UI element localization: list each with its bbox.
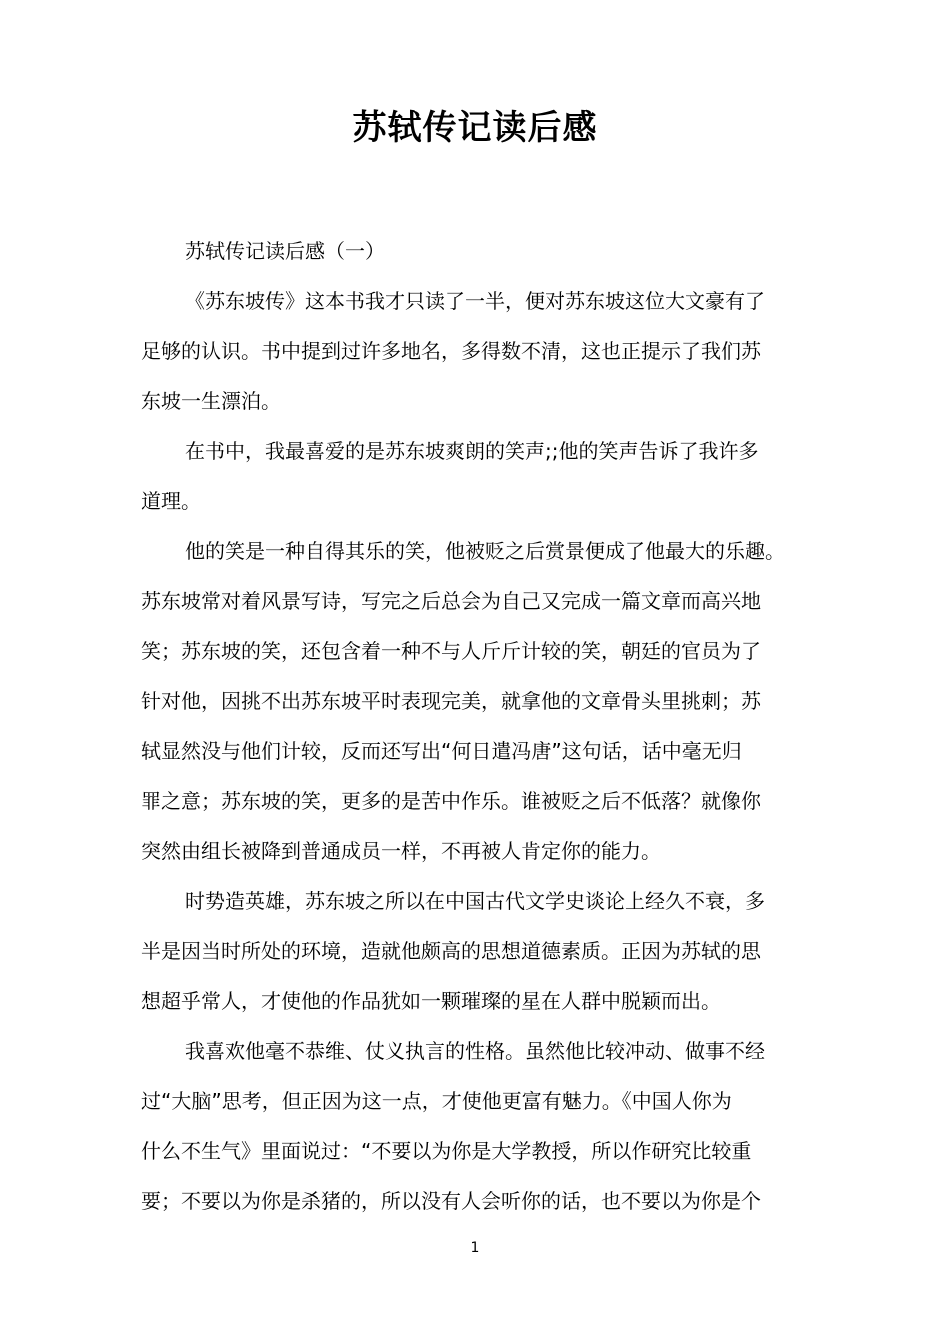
paragraph-line: 笑；苏东坡的笑，还包含着一种不与人斤斤计较的笑，朝廷的官员为了 <box>141 639 761 663</box>
page-number: 1 <box>470 1240 480 1256</box>
paragraph-line: 针对他，因挑不出苏东坡平时表现完美，就拿他的文章骨头里挑刺；苏 <box>141 689 761 713</box>
paragraph-line: 足够的认识。书中提到过许多地名，多得数不清，这也正提示了我们苏 <box>141 339 761 363</box>
paragraph-line: 《苏东坡传》这本书我才只读了一半，便对苏东坡这位大文豪有了 <box>185 289 765 313</box>
paragraph-line: 我喜欢他毫不恭维、仗义执言的性格。虽然他比较冲动、做事不经 <box>185 1039 765 1063</box>
paragraph-line: 他的笑是一种自得其乐的笑，他被贬之后赏景便成了他最大的乐趣。 <box>185 539 785 563</box>
paragraph-line: 过“大脑”思考，但正因为这一点，才使他更富有魅力。《中国人你为 <box>141 1089 732 1113</box>
paragraph-line: 突然由组长被降到普通成员一样，不再被人肯定你的能力。 <box>141 839 661 863</box>
paragraph-line: 苏东坡常对着风景写诗，写完之后总会为自己又完成一篇文章而高兴地 <box>141 589 761 613</box>
paragraph-line: 要；不要以为你是杀猪的，所以没有人会听你的话，也不要以为你是个 <box>141 1189 761 1213</box>
paragraph-line: 想超乎常人，才使他的作品犹如一颗璀璨的星在人群中脱颖而出。 <box>141 989 721 1013</box>
paragraph-line: 道理。 <box>141 489 201 513</box>
paragraph-line: 东坡一生漂泊。 <box>141 389 281 413</box>
document-body <box>141 226 809 1226</box>
paragraph-line: 什么不生气》里面说过：“不要以为你是大学教授，所以作研究比较重 <box>141 1139 752 1163</box>
document-title: 苏轼传记读后感 <box>352 108 598 148</box>
paragraph-line: 时势造英雄，苏东坡之所以在中国古代文学史谈论上经久不衰，多 <box>185 889 765 913</box>
paragraph-line: 轼显然没与他们计较，反而还写出“何日遣冯唐”这句话，话中毫无归 <box>141 739 742 763</box>
section-heading: 苏轼传记读后感（一） <box>185 239 385 263</box>
paragraph-line: 半是因当时所处的环境，造就他颇高的思想道德素质。正因为苏轼的思 <box>141 939 761 963</box>
paragraph-line: 罪之意；苏东坡的笑，更多的是苦中作乐。谁被贬之后不低落？就像你 <box>141 789 761 813</box>
paragraph-line: 在书中，我最喜爱的是苏东坡爽朗的笑声;;他的笑声告诉了我许多 <box>185 439 759 463</box>
